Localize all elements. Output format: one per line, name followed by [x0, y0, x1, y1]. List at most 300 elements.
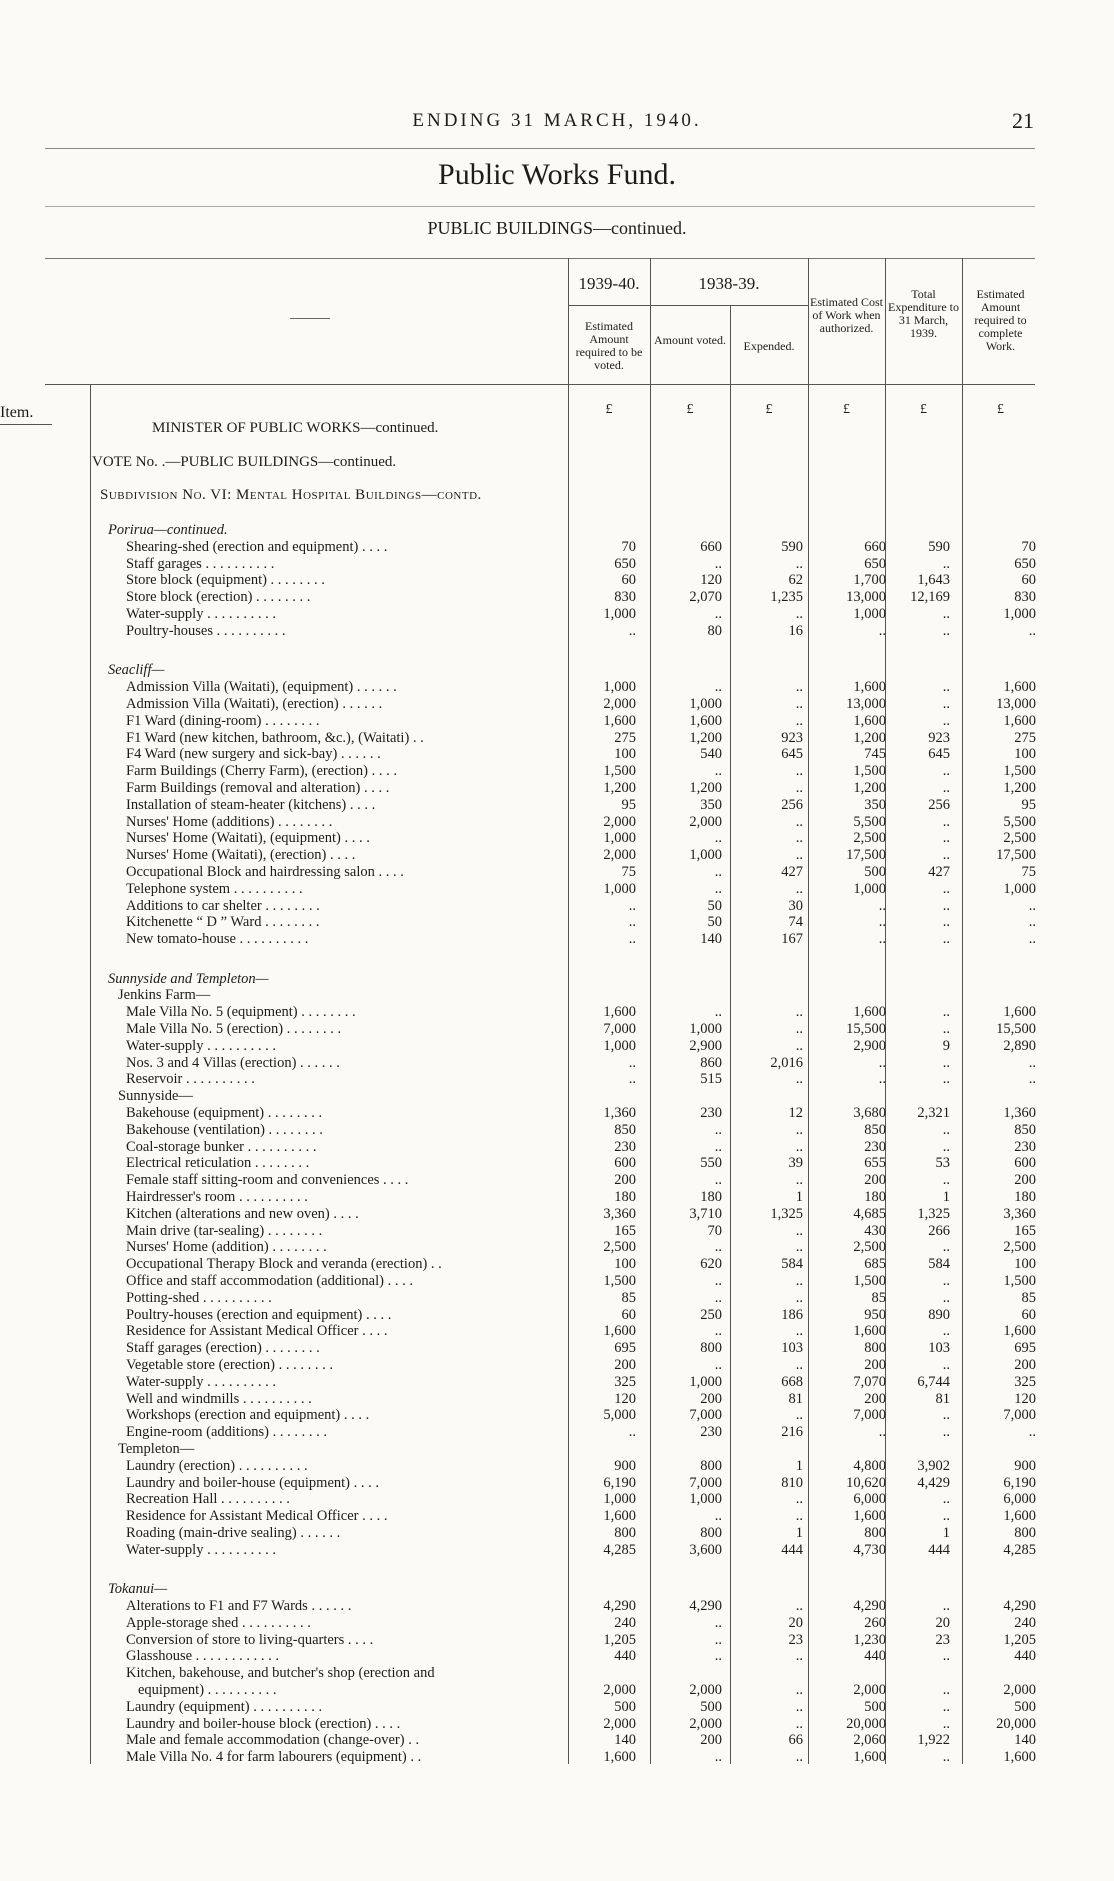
- row-label: Kitchenette “ D ” Ward . . . . . . . .: [126, 914, 320, 931]
- row-value-col1: 5,000: [603, 1407, 636, 1424]
- row-value-col4: 4,730: [853, 1541, 886, 1558]
- row-value-col3: 1: [795, 1525, 803, 1541]
- row-value-col6: ..: [1028, 1424, 1036, 1441]
- row-value-col1: 165: [614, 1222, 636, 1239]
- row-value-col4: 7,070: [853, 1373, 886, 1390]
- row-label: Occupational Block and hairdressing salon . . . .: [126, 863, 404, 880]
- table-row: [0, 1407, 1114, 1424]
- row-value-col2: ..: [714, 763, 722, 780]
- row-value-col2: 2,000: [689, 1682, 722, 1698]
- table-row: [0, 931, 1114, 948]
- row-value-col1: 2,000: [603, 1682, 636, 1698]
- row-value-col5: 1,922: [917, 1732, 950, 1749]
- row-value-col5: 1,325: [917, 1205, 950, 1222]
- row-value-col1: 70: [621, 538, 636, 555]
- row-label: Laundry (erection) . . . . . . . . . .: [126, 1457, 308, 1474]
- group-heading-row: [0, 1581, 1114, 1598]
- row-value-col5: ..: [942, 1749, 950, 1766]
- table-row: [0, 1648, 1114, 1665]
- table-row: [0, 1206, 1114, 1223]
- subgroup-heading-row: [0, 1088, 1114, 1105]
- row-value-col4: 13,000: [846, 589, 886, 606]
- row-value-col1: 1,200: [603, 779, 636, 796]
- row-value-col5: 4,429: [917, 1474, 950, 1491]
- row-value-col5: 584: [928, 1256, 950, 1273]
- row-value-col2: 80: [707, 622, 722, 639]
- row-value-col1: 650: [614, 555, 636, 572]
- row-value-col3: ..: [795, 679, 803, 696]
- row-value-col2: 70: [707, 1222, 722, 1239]
- row-value-col1: 2,500: [603, 1239, 636, 1256]
- row-label: Nurses' Home (Waitati), (equipment) . . . .: [126, 830, 370, 847]
- row-value-col2: ..: [714, 1121, 722, 1138]
- subgroup-heading-row: [0, 987, 1114, 1004]
- row-label: Telephone system . . . . . . . . . .: [126, 880, 303, 897]
- table-row: [0, 1038, 1114, 1055]
- row-value-col3: 1,235: [770, 589, 803, 606]
- table-row: [0, 1491, 1114, 1508]
- row-value-col3: 186: [781, 1306, 803, 1323]
- row-value-col4: 500: [864, 863, 886, 880]
- col-estimated-required: Estimated Amount required to be voted.: [575, 319, 643, 372]
- col-expended: Expended.: [743, 339, 795, 353]
- row-value-col4: ..: [878, 1071, 886, 1088]
- row-label: Vegetable store (erection) . . . . . . . .: [126, 1357, 333, 1373]
- row-value-col3: ..: [795, 1323, 803, 1340]
- table-row: [0, 830, 1114, 847]
- row-value-col4: 15,500: [846, 1021, 886, 1037]
- row-label: Installation of steam-heater (kitchens) . . . .: [126, 796, 376, 813]
- row-value-col1: ..: [628, 622, 636, 639]
- row-value-col5: 1,643: [917, 572, 950, 589]
- table-row: [0, 1021, 1114, 1038]
- table-row: [0, 1615, 1114, 1632]
- table-row: [0, 1598, 1114, 1615]
- row-value-col6: 1,600: [1003, 712, 1036, 729]
- row-value-col4: 1,200: [853, 779, 886, 796]
- row-value-col4: 850: [864, 1121, 886, 1138]
- row-value-col2: 350: [700, 796, 722, 813]
- row-value-col3: 81: [788, 1390, 803, 1407]
- row-value-col3: 1,325: [770, 1205, 803, 1222]
- table-row: [0, 539, 1114, 556]
- row-value-col3: 20: [788, 1614, 803, 1631]
- row-value-col4: 1,000: [853, 606, 886, 622]
- row-value-col1: 1,000: [603, 880, 636, 897]
- row-value-col1: 2,000: [603, 1715, 636, 1732]
- row-label: Nurses' Home (addition) . . . . . . . .: [126, 1239, 327, 1256]
- fund-title: Public Works Fund.: [438, 158, 676, 191]
- row-label: Electrical reticulation . . . . . . . .: [126, 1155, 310, 1172]
- row-value-col1: 200: [614, 1357, 636, 1373]
- row-value-col3: ..: [795, 1682, 803, 1698]
- row-value-col5: ..: [942, 880, 950, 897]
- row-value-col5: ..: [942, 1054, 950, 1071]
- row-value-col1: 2,000: [603, 847, 636, 864]
- row-value-col1: 1,000: [603, 1491, 636, 1508]
- table-row: [0, 1632, 1114, 1649]
- row-value-col2: ..: [714, 1172, 722, 1189]
- row-value-col1: 1,000: [603, 1037, 636, 1054]
- row-value-col1: 1,600: [603, 1749, 636, 1766]
- row-label: Sunnyside and Templeton—: [108, 970, 269, 987]
- row-value-col6: 850: [1014, 1121, 1036, 1138]
- row-value-col6: 7,000: [1003, 1407, 1036, 1424]
- row-label: Staff garages (erection) . . . . . . . .: [126, 1340, 320, 1357]
- row-value-col1: 240: [614, 1614, 636, 1631]
- row-label: Apple-storage shed . . . . . . . . . .: [126, 1614, 311, 1631]
- table-row: [0, 1139, 1114, 1156]
- row-label: Store block (equipment) . . . . . . . .: [126, 572, 325, 589]
- row-value-col6: ..: [1028, 914, 1036, 931]
- table-row: [0, 1004, 1114, 1021]
- table-row: [0, 679, 1114, 696]
- row-value-col4: 2,500: [853, 830, 886, 847]
- row-value-col6: 1,500: [1003, 763, 1036, 780]
- row-value-col5: ..: [942, 679, 950, 696]
- col-estimated-complete: Estimated Amount required to complete Work.: [974, 287, 1027, 353]
- row-value-col5: ..: [942, 1491, 950, 1508]
- table-row: [0, 1256, 1114, 1273]
- item-column-label: Item.: [0, 404, 34, 421]
- row-label: Water-supply . . . . . . . . . .: [126, 1541, 276, 1558]
- row-value-col6: 1,600: [1003, 1004, 1036, 1021]
- row-value-col4: 655: [864, 1155, 886, 1172]
- row-value-col5: 3,902: [917, 1457, 950, 1474]
- row-value-col1: 200: [614, 1172, 636, 1189]
- row-value-col6: 180: [1014, 1189, 1036, 1205]
- row-value-col2: 800: [700, 1457, 722, 1474]
- row-value-col5: 6,744: [917, 1373, 950, 1390]
- subgroup-heading-row: [0, 1441, 1114, 1458]
- row-value-col1: 60: [621, 572, 636, 589]
- row-value-col6: 275: [1014, 729, 1036, 746]
- row-value-col5: ..: [942, 1172, 950, 1189]
- row-value-col5: ..: [942, 1508, 950, 1525]
- row-value-col1: 7,000: [603, 1021, 636, 1037]
- row-label: Bakehouse (equipment) . . . . . . . .: [126, 1105, 323, 1121]
- row-value-col4: 2,900: [853, 1037, 886, 1054]
- row-value-col6: 230: [1014, 1138, 1036, 1155]
- row-value-col6: 17,500: [996, 847, 1036, 864]
- table-row: [0, 1391, 1114, 1408]
- row-value-col3: ..: [795, 1138, 803, 1155]
- row-label: Laundry and boiler-house block (erection) . . . .: [126, 1715, 401, 1732]
- row-value-col6: 600: [1014, 1155, 1036, 1172]
- table-row: [0, 589, 1114, 606]
- row-value-col4: ..: [878, 914, 886, 931]
- minister-heading: MINISTER OF PUBLIC WORKS—continued.: [152, 420, 439, 436]
- row-value-col6: ..: [1028, 1054, 1036, 1071]
- row-value-col6: 2,500: [1003, 830, 1036, 847]
- row-value-col3: ..: [795, 1071, 803, 1088]
- currency-symbol: £: [765, 402, 773, 417]
- table-row: [0, 1665, 1114, 1682]
- row-value-col2: ..: [714, 1289, 722, 1306]
- row-value-col4: 1,600: [853, 712, 886, 729]
- row-label: Water-supply . . . . . . . . . .: [126, 606, 276, 622]
- row-value-col6: ..: [1028, 897, 1036, 914]
- row-label: Conversion of store to living-quarters . . . .: [126, 1631, 374, 1648]
- row-value-col4: 13,000: [846, 695, 886, 712]
- row-value-col4: 350: [864, 796, 886, 813]
- row-value-col1: 900: [614, 1457, 636, 1474]
- row-value-col2: 230: [700, 1424, 722, 1441]
- table-row: [0, 730, 1114, 747]
- row-value-col2: ..: [714, 1239, 722, 1256]
- table-row: [0, 1699, 1114, 1716]
- row-value-col5: ..: [942, 813, 950, 830]
- row-value-col6: 695: [1014, 1340, 1036, 1357]
- row-value-col2: 2,900: [689, 1037, 722, 1054]
- row-value-col5: ..: [942, 1323, 950, 1340]
- row-value-col6: 325: [1014, 1373, 1036, 1390]
- row-label: Nurses' Home (additions) . . . . . . . .: [126, 813, 333, 830]
- row-value-col6: 1,205: [1003, 1631, 1036, 1648]
- row-value-col5: 2,321: [917, 1105, 950, 1121]
- row-value-col2: 7,000: [689, 1474, 722, 1491]
- row-label: Store block (erection) . . . . . . . .: [126, 589, 311, 606]
- row-value-col1: ..: [628, 1424, 636, 1441]
- row-value-col5: ..: [942, 1239, 950, 1256]
- row-value-col5: 444: [928, 1541, 950, 1558]
- row-label: F4 Ward (new surgery and sick-bay) . . . . . .: [126, 746, 381, 763]
- table-row: [0, 914, 1114, 931]
- row-value-col2: 800: [700, 1525, 722, 1541]
- row-value-col2: 550: [700, 1155, 722, 1172]
- table-row: [0, 898, 1114, 915]
- row-value-col2: 1,200: [689, 729, 722, 746]
- row-label: Templeton—: [118, 1441, 195, 1457]
- row-value-col2: 2,070: [689, 589, 722, 606]
- row-value-col1: 1,000: [603, 830, 636, 847]
- row-value-col6: 2,000: [1003, 1682, 1036, 1698]
- row-label: Nos. 3 and 4 Villas (erection) . . . . . .: [126, 1054, 340, 1071]
- section-title: PUBLIC BUILDINGS—continued.: [427, 218, 687, 238]
- row-value-col1: 500: [614, 1698, 636, 1715]
- row-value-col3: 62: [788, 572, 803, 589]
- row-value-col3: ..: [795, 847, 803, 864]
- row-value-col1: 440: [614, 1648, 636, 1665]
- row-label: Engine-room (additions) . . . . . . . .: [126, 1424, 327, 1441]
- row-value-col5: ..: [942, 830, 950, 847]
- row-value-col2: ..: [714, 1138, 722, 1155]
- row-value-col2: 200: [700, 1390, 722, 1407]
- row-label: Additions to car shelter . . . . . . . .: [126, 897, 320, 914]
- row-value-col2: 1,000: [689, 847, 722, 864]
- row-value-col6: 165: [1014, 1222, 1036, 1239]
- row-value-col4: 200: [864, 1357, 886, 1373]
- row-label: Coal-storage bunker . . . . . . . . . .: [126, 1138, 317, 1155]
- row-value-col2: ..: [714, 1004, 722, 1021]
- row-value-col3: ..: [795, 695, 803, 712]
- row-value-col6: 1,600: [1003, 679, 1036, 696]
- row-label: Nurses' Home (Waitati), (erection) . . . .: [126, 847, 356, 864]
- row-value-col6: 200: [1014, 1172, 1036, 1189]
- row-value-col2: ..: [714, 606, 722, 622]
- row-value-col4: 200: [864, 1172, 886, 1189]
- row-value-col4: 4,800: [853, 1457, 886, 1474]
- row-value-col3: ..: [795, 1407, 803, 1424]
- row-value-col1: 120: [614, 1390, 636, 1407]
- row-value-col5: ..: [942, 695, 950, 712]
- row-value-col3: ..: [795, 712, 803, 729]
- row-value-col5: ..: [942, 1004, 950, 1021]
- table-row: [0, 864, 1114, 881]
- row-value-col1: 2,000: [603, 695, 636, 712]
- row-value-col2: ..: [714, 1614, 722, 1631]
- row-value-col2: 2,000: [689, 813, 722, 830]
- row-value-col4: 1,500: [853, 763, 886, 780]
- row-value-col5: 266: [928, 1222, 950, 1239]
- table-row: [0, 881, 1114, 898]
- row-value-col3: 16: [788, 622, 803, 639]
- row-value-col3: ..: [795, 880, 803, 897]
- row-value-col5: ..: [942, 779, 950, 796]
- row-value-col4: 685: [864, 1256, 886, 1273]
- row-value-col3: 23: [788, 1631, 803, 1648]
- row-label: Well and windmills . . . . . . . . . .: [126, 1390, 312, 1407]
- row-label: Water-supply . . . . . . . . . .: [126, 1037, 276, 1054]
- row-value-col6: 1,360: [1003, 1105, 1036, 1121]
- row-value-col4: 6,000: [853, 1491, 886, 1508]
- row-value-col3: 444: [781, 1541, 803, 1558]
- row-value-col6: 1,000: [1003, 606, 1036, 622]
- row-label: Admission Villa (Waitati), (equipment) . . . . . .: [126, 679, 397, 696]
- row-value-col4: 20,000: [846, 1715, 886, 1732]
- row-label: Seacliff—: [108, 662, 165, 679]
- row-label: Staff garages . . . . . . . . . .: [126, 555, 275, 572]
- row-value-col2: 515: [700, 1071, 722, 1088]
- row-value-col2: 4,290: [689, 1598, 722, 1614]
- row-value-col3: ..: [795, 763, 803, 780]
- row-value-col5: ..: [942, 1698, 950, 1715]
- row-value-col3: ..: [795, 1357, 803, 1373]
- row-value-col4: 440: [864, 1648, 886, 1665]
- row-value-col1: 85: [621, 1289, 636, 1306]
- row-value-col5: ..: [942, 1273, 950, 1289]
- row-value-col3: 668: [781, 1373, 803, 1390]
- row-value-col1: ..: [628, 1071, 636, 1088]
- row-value-col4: 10,620: [846, 1474, 886, 1491]
- row-value-col1: 75: [621, 863, 636, 880]
- col-total-expenditure: Total Expenditure to 31 March, 1939.: [888, 287, 959, 340]
- row-value-col1: 100: [614, 746, 636, 763]
- row-label: Roading (main-drive sealing) . . . . . .: [126, 1525, 341, 1541]
- row-value-col5: ..: [942, 1682, 950, 1698]
- row-value-col1: 1,205: [603, 1631, 636, 1648]
- row-value-col4: 800: [864, 1340, 886, 1357]
- row-value-col1: 4,290: [603, 1598, 636, 1614]
- subdivision-heading: Subdivision No. VI: Mental Hospital Buildings—contd.: [100, 487, 482, 503]
- row-value-col1: 850: [614, 1121, 636, 1138]
- row-value-col6: 15,500: [996, 1021, 1036, 1037]
- row-value-col2: ..: [714, 1648, 722, 1665]
- row-label: Water-supply . . . . . . . . . .: [126, 1373, 276, 1390]
- row-value-col3: ..: [795, 606, 803, 622]
- row-value-col4: 1,600: [853, 1749, 886, 1766]
- page-number: 21: [1012, 108, 1034, 133]
- row-value-col3: ..: [795, 1239, 803, 1256]
- row-value-col4: 650: [864, 555, 886, 572]
- row-value-col5: ..: [942, 1407, 950, 1424]
- row-value-col6: 20,000: [996, 1715, 1036, 1732]
- row-label: Male Villa No. 4 for farm labourers (equipment) . .: [126, 1749, 422, 1766]
- row-label: Reservoir . . . . . . . . . .: [126, 1071, 255, 1088]
- row-value-col4: 5,500: [853, 813, 886, 830]
- row-value-col3: ..: [795, 1037, 803, 1054]
- row-label: Porirua—continued.: [108, 522, 228, 538]
- row-value-col2: 1,200: [689, 779, 722, 796]
- row-value-col6: 85: [1021, 1289, 1036, 1306]
- row-value-col6: 140: [1014, 1732, 1036, 1749]
- row-label: Glasshouse . . . . . . . . . . . .: [126, 1648, 280, 1665]
- row-value-col3: 427: [781, 863, 803, 880]
- row-value-col4: 1,600: [853, 1323, 886, 1340]
- row-value-col5: 590: [928, 538, 950, 555]
- table-row: [0, 814, 1114, 831]
- row-value-col4: 2,500: [853, 1239, 886, 1256]
- table-row: [0, 1122, 1114, 1139]
- row-value-col4: 950: [864, 1306, 886, 1323]
- row-value-col4: ..: [878, 622, 886, 639]
- row-value-col6: 1,200: [1003, 779, 1036, 796]
- row-value-col6: 100: [1014, 746, 1036, 763]
- table-row: [0, 763, 1114, 780]
- row-value-col6: 1,600: [1003, 1749, 1036, 1766]
- row-value-col2: ..: [714, 1749, 722, 1766]
- row-label: Office and staff accommodation (additional) . . . .: [126, 1273, 413, 1289]
- row-value-col3: ..: [795, 1172, 803, 1189]
- row-value-col5: 1: [942, 1189, 950, 1205]
- row-value-col6: 1,600: [1003, 1508, 1036, 1525]
- row-value-col6: 650: [1014, 555, 1036, 572]
- row-value-col2: 800: [700, 1340, 722, 1357]
- row-value-col2: 180: [700, 1189, 722, 1205]
- row-value-col2: ..: [714, 1631, 722, 1648]
- running-header: ENDING 31 MARCH, 1940.: [412, 110, 702, 131]
- row-value-col1: 1,600: [603, 1508, 636, 1525]
- row-value-col6: 1,500: [1003, 1273, 1036, 1289]
- row-value-col2: 3,710: [689, 1205, 722, 1222]
- row-value-col5: 1: [942, 1525, 950, 1541]
- row-value-col1: ..: [628, 914, 636, 931]
- row-value-col5: 23: [935, 1631, 950, 1648]
- table-row: [0, 1239, 1114, 1256]
- table-row: [0, 746, 1114, 763]
- row-value-col1: 275: [614, 729, 636, 746]
- row-value-col6: 3,360: [1003, 1205, 1036, 1222]
- col-estimated-cost: Estimated Cost of Work when authorized.: [810, 295, 883, 335]
- row-value-col5: ..: [942, 763, 950, 780]
- row-value-col1: 1,000: [603, 606, 636, 622]
- table-row: [0, 1508, 1114, 1525]
- row-value-col2: ..: [714, 863, 722, 880]
- row-value-col4: 2,000: [853, 1682, 886, 1698]
- row-value-col6: 75: [1021, 863, 1036, 880]
- row-value-col5: ..: [942, 1357, 950, 1373]
- row-value-col4: 4,290: [853, 1598, 886, 1614]
- row-value-col2: 500: [700, 1698, 722, 1715]
- table-row: [0, 1172, 1114, 1189]
- row-label: Kitchen (alterations and new oven) . . . .: [126, 1205, 359, 1222]
- row-value-col5: 103: [928, 1340, 950, 1357]
- row-value-col5: 256: [928, 796, 950, 813]
- row-value-col5: 12,169: [910, 589, 950, 606]
- row-value-col6: 200: [1014, 1357, 1036, 1373]
- row-value-col2: 200: [700, 1732, 722, 1749]
- row-value-col3: 12: [788, 1105, 803, 1121]
